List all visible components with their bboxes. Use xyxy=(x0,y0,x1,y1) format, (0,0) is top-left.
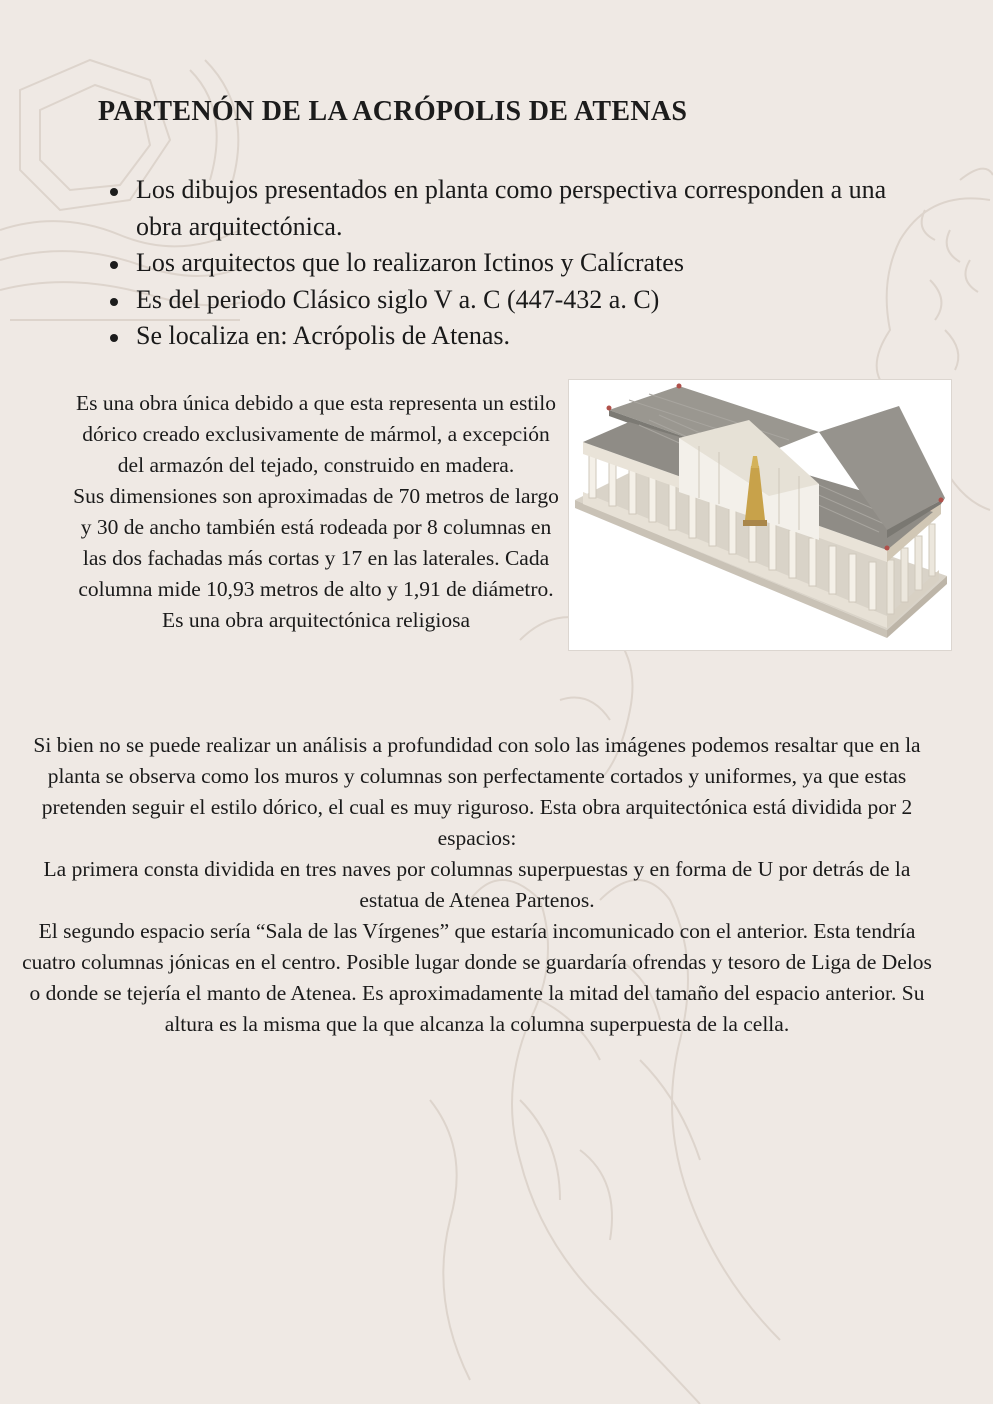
list-item: Los arquitectos que lo realizaron Ictinos y Calícrates xyxy=(106,245,926,282)
analysis-paragraph: El segundo espacio sería “Sala de las Vírgenes” que estaría incomunicado con el anterior. Esta tendría cuatro columnas jónicas en el centro. Posible lugar donde se guardaría ofrendas y tesoro de Liga de Delos o donde se tejería el manto de Atenea. Es aproximadamente la mitad del tamaño del espacio anterior. Su altura es la misma que la que alcanza la columna superpuesta de la cella. xyxy=(22,919,932,1036)
parthenon-illustration xyxy=(568,379,952,651)
list-item: Es del periodo Clásico siglo V a. C (447-432 a. C) xyxy=(106,282,926,319)
description-paragraph: Es una obra única debido a que esta representa un estilo dórico creado exclusivamente de mármol, a excepción del armazón del tejado, construido en madera. xyxy=(76,391,556,477)
key-facts-list xyxy=(106,172,926,355)
analysis-text xyxy=(22,730,932,1040)
description-text xyxy=(70,388,562,636)
description-paragraph: Es una obra arquitectónica religiosa xyxy=(161,608,471,632)
page-title: PARTENÓN DE LA ACRÓPOLIS DE ATENAS xyxy=(98,96,688,127)
analysis-paragraph: Si bien no se puede realizar un análisis a profundidad con solo las imágenes podemos resaltar que en la planta se observa como los muros y columnas son perfectamente cortados y uniformes, ya que estas pretenden seguir el estilo dórico, el cual es muy riguroso. Esta obra arquitectónica está dividida por 2 espacios: xyxy=(33,733,921,850)
description-paragraph: Sus dimensiones son aproximadas de 70 metros de largo y 30 de ancho también está rodeada por 8 columnas en las dos fachadas más cortas y 17 en las laterales. Cada columna mide 10,93 metros de alto y 1,91 de diámetro. xyxy=(73,484,559,601)
analysis-paragraph: La primera consta dividida en tres naves por columnas superpuestas y en forma de U por detrás de la estatua de Atenea Partenos. xyxy=(43,857,911,912)
list-item: Los dibujos presentados en planta como perspectiva corresponden a una obra arquitectónica. xyxy=(106,172,926,245)
parthenon-drawing xyxy=(569,380,951,650)
list-item: Se localiza en: Acrópolis de Atenas. xyxy=(106,318,926,355)
